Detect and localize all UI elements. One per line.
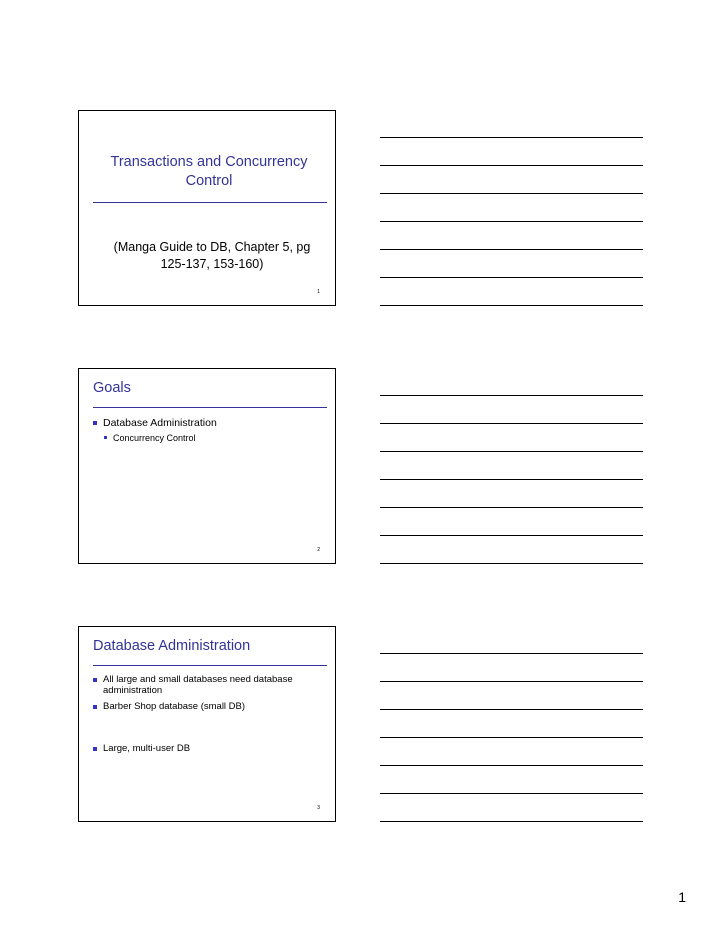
slide-number: 3 [317, 805, 320, 811]
note-line [380, 221, 643, 222]
note-line [380, 305, 643, 306]
page-number: 1 [678, 889, 686, 905]
note-line [380, 137, 643, 138]
note-line [380, 563, 643, 564]
title-rule [93, 407, 327, 408]
bullet-spacer [93, 717, 321, 743]
slide-1 [78, 110, 336, 306]
note-line [380, 737, 643, 738]
bullet-item: All large and small databases need database administration [93, 674, 321, 696]
note-line [380, 395, 643, 396]
note-line [380, 793, 643, 794]
slide-3-title: Database Administration [93, 638, 251, 654]
note-line [380, 535, 643, 536]
slide-number: 1 [317, 289, 320, 295]
note-line [380, 193, 643, 194]
title-rule [93, 665, 327, 666]
slide-3 [78, 626, 336, 822]
note-line [380, 765, 643, 766]
slide-1-title: Transactions and Concurrency Control [110, 154, 308, 189]
note-line [380, 165, 643, 166]
note-line [380, 507, 643, 508]
note-line [380, 277, 643, 278]
bullet-item: Database Administration [93, 417, 321, 429]
slide-number: 2 [317, 547, 320, 553]
note-line [380, 479, 643, 480]
note-line [380, 821, 643, 822]
note-line [380, 249, 643, 250]
note-line [380, 653, 643, 654]
bullet-item: Large, multi-user DB [93, 743, 321, 754]
note-line [380, 451, 643, 452]
sub-bullet-item: Concurrency Control [104, 433, 321, 444]
slide-2 [78, 368, 336, 564]
slide-2-title: Goals [93, 380, 131, 396]
bullet-list [93, 674, 321, 759]
title-rule [93, 202, 327, 203]
slide-1-subtitle: (Manga Guide to DB, Chapter 5, pg 125-137, 153-160) [113, 240, 311, 271]
note-line [380, 709, 643, 710]
bullet-list [93, 417, 321, 444]
note-line [380, 423, 643, 424]
note-line [380, 681, 643, 682]
bullet-item: Barber Shop database (small DB) [93, 701, 321, 712]
